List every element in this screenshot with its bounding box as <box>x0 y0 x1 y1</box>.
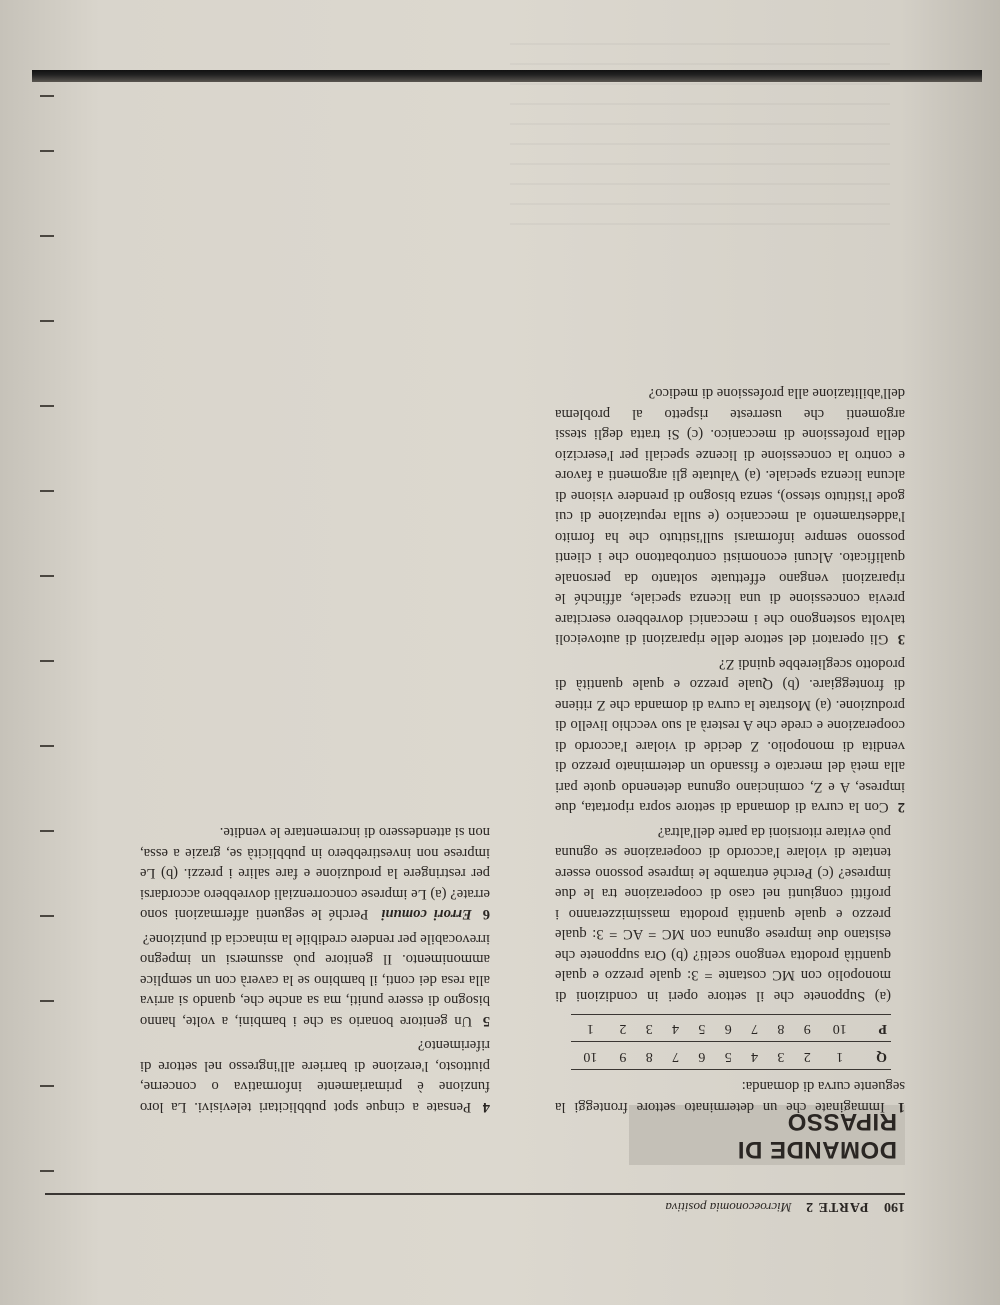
table-cell: 3 <box>768 1042 794 1070</box>
binder-tick <box>40 95 54 97</box>
question-3 <box>555 383 905 650</box>
header-rule <box>45 1193 905 1195</box>
question-text: Immaginate che un determinato settore fronteggi la seguente curva di domanda: <box>555 1078 905 1115</box>
binder-tick <box>40 830 54 832</box>
table-row-label: P <box>859 1015 891 1043</box>
question-1 <box>555 1076 905 1117</box>
question-text: Perché le seguenti affermazioni sono errate? (a) Le imprese concorrenziali dovrebbero accordarsi per restringere la produzione e fare salire i prezzi. (b) Le imprese non investirebbero in pubblicità se, grazie a essa, non si attendessero di incrementare le vendite. <box>140 824 490 923</box>
binder-tick <box>40 235 54 237</box>
binder-tick <box>40 745 54 747</box>
binder-tick <box>40 1170 54 1172</box>
question-number: 3 <box>897 631 905 648</box>
page-number: 190 <box>884 1199 905 1214</box>
binder-tick <box>40 915 54 917</box>
binder-tick <box>40 660 54 662</box>
table-cell: 7 <box>662 1042 688 1070</box>
bleed-through-text <box>510 25 890 225</box>
question-1-parts: (a) Supponete che il settore operi in condizioni di monopolio con MC costante = 3: quale prezzo e quale quantità prodotta vengono scelti? (b) Ora supponete che esistano due imprese ognuna con MC = AC = 3: quale prezzo e quale quantità prodotta massimizzeranno i profitti congiunti nel caso di cooperazione tra le due imprese? (c) Perché entrambe le imprese possono essere tentate di violare l'accordo di cooperazione se ognuna può evitare ritorsioni da parte dell'altra? <box>555 824 891 1004</box>
table-row <box>571 1042 891 1070</box>
binder-tick <box>40 575 54 577</box>
question-4 <box>140 1035 490 1117</box>
question-number: 5 <box>482 1013 490 1029</box>
question-6 <box>140 822 490 925</box>
table-cell: 9 <box>610 1042 636 1070</box>
table-cell: 8 <box>636 1042 662 1070</box>
section-heading: DOMANDE DI RIPASSO <box>629 1105 905 1165</box>
binder-tick <box>40 150 54 152</box>
table-cell: 8 <box>768 1015 794 1043</box>
right-column <box>140 818 490 1117</box>
question-text: Con la curva di domanda di settore sopra riportata, due imprese, A e Z, cominciano ognuna detenendo quote pari alla metà del mercato e fissando un determinato prezzo di vendita di monopolio. Z decide di violare l'accordo di cooperazione e crede che A resterà al suo vecchio livello di produzione. (a) Mostrate la curva di domanda che Z ritiene di fronteggiare. (b) Quale prezzo e quale quantità di prodotto sceglierebbe quindi Z? <box>555 656 905 816</box>
binder-tick <box>40 405 54 407</box>
table-cell: 6 <box>715 1015 741 1043</box>
question-number: 2 <box>897 799 905 816</box>
table-cell: 2 <box>794 1042 820 1070</box>
table-cell: 1 <box>820 1042 859 1070</box>
table-cell: 4 <box>662 1015 688 1043</box>
question-number: 1 <box>897 1099 905 1115</box>
question-number: 6 <box>482 906 490 923</box>
table-cell: 1 <box>571 1015 610 1043</box>
binder-tick <box>40 490 54 492</box>
table-cell: 5 <box>715 1042 741 1070</box>
question-5 <box>140 929 490 1032</box>
table-cell: 2 <box>610 1015 636 1043</box>
table-cell: 9 <box>794 1015 820 1043</box>
part-label: PARTE 2 <box>805 1199 869 1214</box>
question-text: Gli operatori del settore delle riparazioni di autoveicoli talvolta sostengono che i meccanici dovrebbero esercitare previa concessione di una licenza speciale, affinché le riparazioni vengano effettuate soltanto da personale qualificato. Alcuni economisti controbattono che i clienti possono sempre informarsi sull'istituto che ha fornito l'addestramento al meccanico (e sulla reputazione di cui gode l'istituto stesso), senza bisogno di prendere visione di alcuna licenza speciale. (a) Valutate gli argomenti a favore e contro la concessione di licenze speciali per l'esercizio della professione di meccanico. (c) Si tratta degli stessi argomenti che userreste rispetto al problema dell'abilitazione alla professione di medico? <box>555 385 905 648</box>
binder-tick <box>40 1000 54 1002</box>
table-cell: 10 <box>571 1042 610 1070</box>
table-row <box>571 1015 891 1043</box>
table-cell: 4 <box>741 1042 767 1070</box>
table-cell: 3 <box>636 1015 662 1043</box>
table-cell: 7 <box>741 1015 767 1043</box>
errori-comuni-label: Errori comuni <box>381 906 472 923</box>
left-column <box>555 379 905 1117</box>
binder-tick <box>40 1085 54 1087</box>
table-cell: 10 <box>820 1015 859 1043</box>
table-cell: 6 <box>689 1042 715 1070</box>
table-row-label: Q <box>859 1042 891 1070</box>
binder-tick <box>40 320 54 322</box>
demand-table <box>571 1014 891 1070</box>
question-text: Pensate a cinque spot pubblicitari televisivi. La loro funzione è primariamente informativa o concerne, piuttosto, l'erezione di barriere all'ingresso nel settore di riferimento? <box>140 1037 490 1115</box>
question-number: 4 <box>482 1099 490 1115</box>
section-title: Microeconomia positiva <box>665 1200 792 1215</box>
question-text: Un genitore bonario sa che i bambini, a volte, hanno bisogno di essere puniti, ma sa anche che, quando si arriva alla resa dei conti, il bambino se la caverà con un semplice ammonimento. Il genitore può assumersi un impegno irrevocabile per rendere credibile la minaccia di punizione? <box>140 931 490 1029</box>
question-2 <box>555 654 905 818</box>
table-cell: 5 <box>689 1015 715 1043</box>
